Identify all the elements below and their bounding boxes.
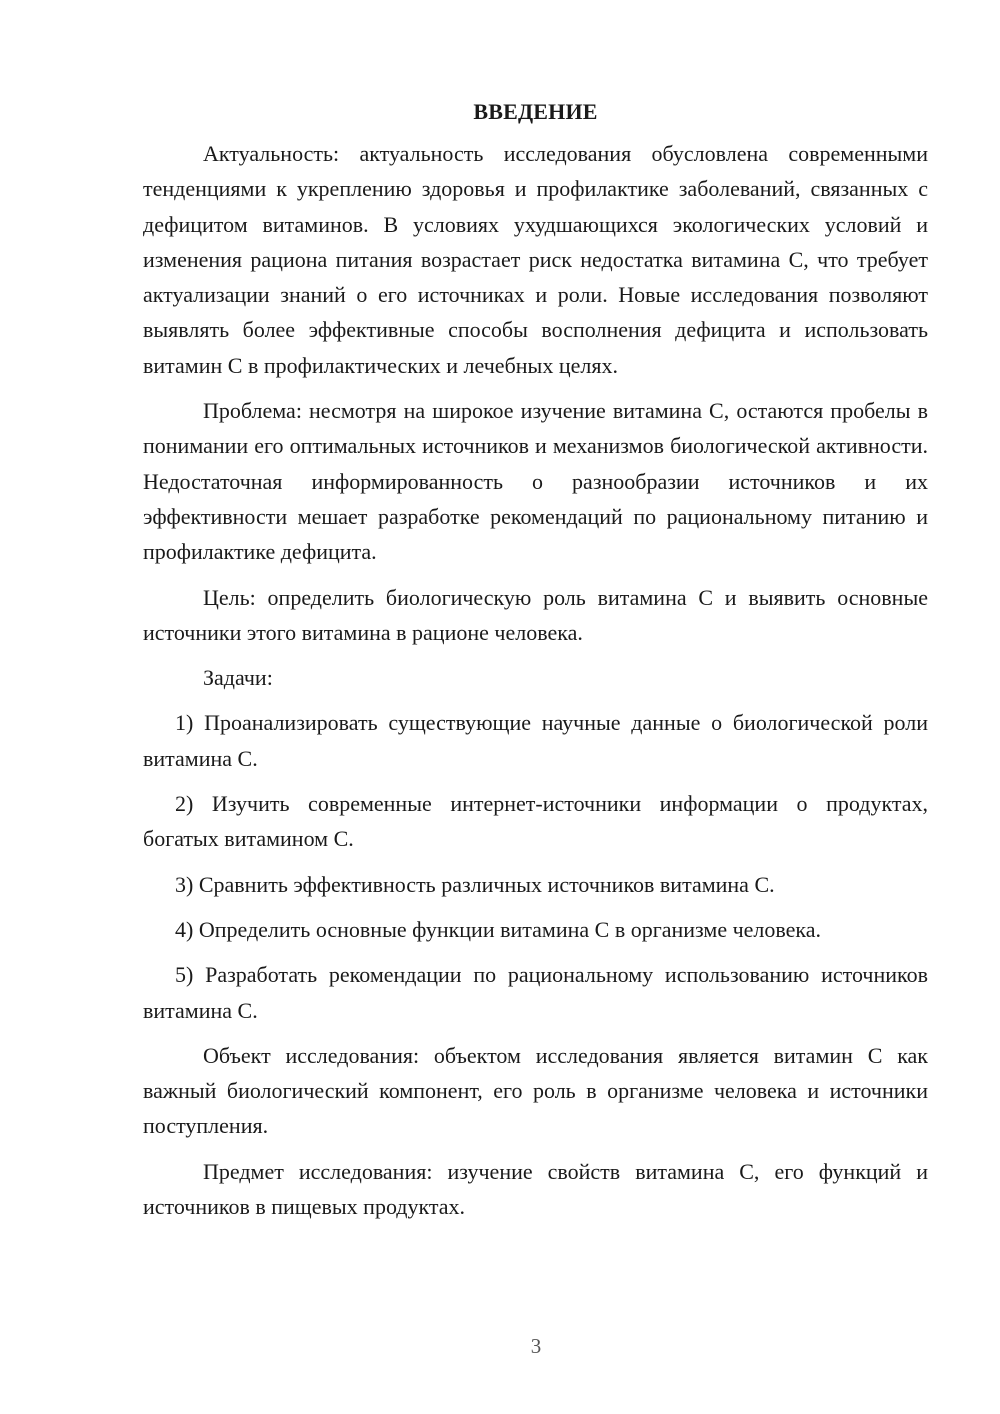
task-item-1: 1) Проанализировать существующие научные данные о биологической роли витамина С.	[143, 710, 928, 771]
section-heading: ВВЕДЕНИЕ	[473, 99, 598, 124]
paragraph-subject: Предмет исследования: изучение свойств витамина С, его функций и источников в пищевых продуктах.	[143, 1158, 928, 1220]
paragraph-goal: Цель: определить биологическую роль витамина С и выявить основные источники этого витамина в рационе человека.	[143, 584, 928, 645]
paragraph-relevance: Актуальность: актуальность исследования обусловлена современными тенденциями к укреплению здоровья и профилактике заболеваний, связанных с дефицитом витаминов. В условиях ухудшающихся экологических условий и изменения рациона питания возрастает риск недостатка витамина С, что требует актуализации знаний о его источниках и роли. Новые исследования позволяют выявлять более эффективные способы восполнения дефицита и использовать витамин С в профилактических и лечебных целях.	[143, 141, 928, 378]
paragraph-problem: Проблема: несмотря на широкое изучение витамина С, остаются пробелы в понимании его оптимальных источников и механизмов биологической активности. Недостаточная информированность о разнообразии источников и их эффективности мешает разработке рекомендаций по рациональному питанию и профилактике дефицита.	[143, 398, 928, 565]
task-item-3: 3) Сравнить эффективность различных источников витамина С.	[175, 871, 775, 897]
paragraph-object: Объект исследования: объектом исследования является витамин С как важный биологический компонент, его роль в организме человека и источники поступления.	[143, 1042, 928, 1139]
task-item-4: 4) Определить основные функции витамина С в организме человека.	[175, 916, 822, 942]
tasks-label: Задачи:	[203, 665, 273, 691]
page-number: 3	[530, 1334, 542, 1358]
task-item-2: 2) Изучить современные интернет-источники информации о продуктах, богатых витамином С.	[143, 791, 928, 852]
document-body	[143, 96, 928, 1224]
task-item-5: 5) Разработать рекомендации по рациональному использованию источников витамина С.	[143, 962, 928, 1023]
